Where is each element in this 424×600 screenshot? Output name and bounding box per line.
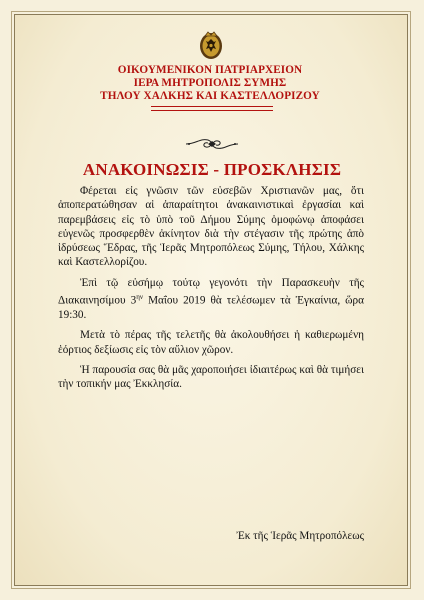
scroll-ornament-icon [184, 135, 240, 153]
paragraph-invitation: Ἡ παρουσία σας θὰ μᾶς χαροποιήσει ἰδιαιτέρως καὶ θὰ τιμήσει τὴν τοπικήν μας Ἐκκλησία. [58, 364, 364, 391]
patriarchal-seal-icon [198, 30, 224, 60]
signature: Ἐκ τῆς Ἱερᾶς Μητροπόλεως [236, 530, 364, 542]
paragraph-renovation: Φέρεται εἰς γνῶσιν τῶν εὐσεβῶν Χριστιανῶν μας, ὅτι ἀποπερατώθησαν αἱ ἀπαραίτητοι ἀνακαινιστικαὶ ἐργασίαι καὶ παρεμβάσεις εἰς τὸ ὑπὸ τοῦ Δήμου Σύμης ὁμοφώνῳ ἀποφάσει εὐγενῶς προσφερθὲν ἀκίνητον διὰ τὴν στέγασιν τῆς πρώτης ἀπὸ ἱδρύσεως Ἕδρας, τῆς Ἱερᾶς Μητροπόλεως Σύμης, Τήλου, Χάλκης καὶ Καστελλορίζου. [58, 185, 364, 269]
header-metropolis: ΙΕΡΑ ΜΗΤΡΟΠΟΛΙΣ ΣΥΜΗΣ [133, 77, 287, 89]
header-double-rule [151, 106, 273, 111]
header-islands: ΤΗΛΟΥ ΧΑΛΚΗΣ ΚΑΙ ΚΑΣΤΕΛΛΟΡΙΖΟΥ [100, 90, 320, 102]
announcement-title: ΑΝΑΚΟΙΝΩΣΙΣ - ΠΡΟΣΚΛΗΣΙΣ [82, 160, 342, 179]
paragraph-reception: Μετὰ τὸ πέρας τῆς τελετῆς θὰ ἀκολουθήσει ἡ καθιερωμένη ἑόρτιος δεξίωσις εἰς τὸν αὔλιον χῶρον. [58, 329, 364, 356]
announcement-body [58, 184, 364, 392]
header-patriarchate: ΟΙΚΟΥΜΕΝΙΚΟΝ ΠΑΤΡΙΑΡΧΕΙΟΝ [117, 64, 303, 76]
header [14, 64, 406, 103]
paragraph-inauguration: Ἐπὶ τῷ εὐσήμῳ τούτῳ γεγονότι τὴν Παρασκευὴν τῆς Διακαινησίμου $3^{\eta\nu}$ Μαΐου 2019 θὰ τελέσωμεν τὰ Ἐγκαίνια, ὥρα 19:30. [58, 276, 364, 322]
